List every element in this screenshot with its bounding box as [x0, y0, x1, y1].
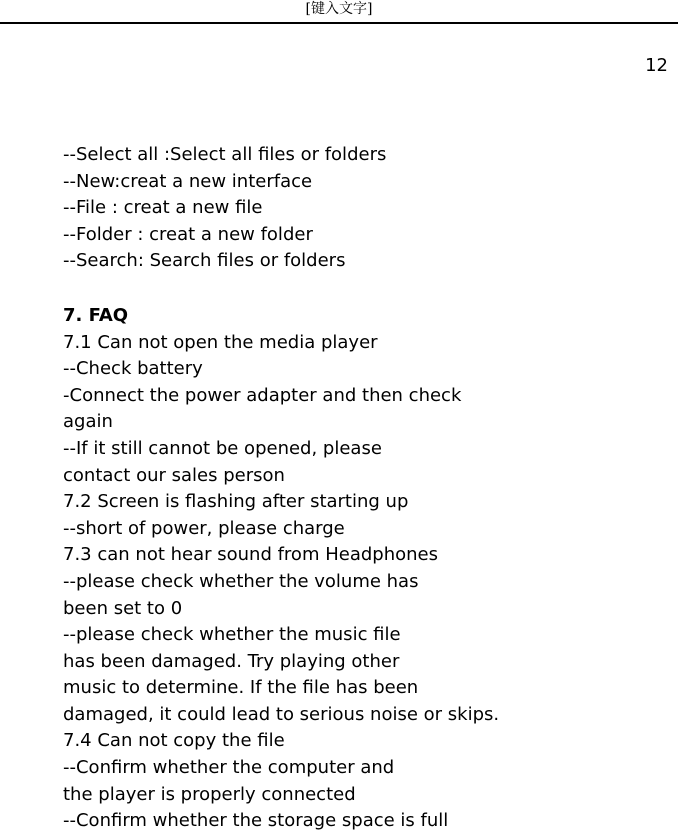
faq-line: --Confirm whether the computer and: [63, 757, 395, 779]
faq-line: --Check battery: [63, 358, 203, 380]
faq-line: been set to 0: [63, 597, 183, 619]
section-gap: [63, 275, 663, 303]
menu-line: --New:creat a new interface: [63, 170, 313, 192]
faq-line: --please check whether the music file: [63, 624, 401, 646]
faq-line: --please check whether the volume has: [63, 570, 419, 592]
faq-line: 7.4 Can not copy the file: [63, 730, 285, 752]
faq-heading: 7. FAQ: [63, 304, 129, 326]
faq-line: 7.1 Can not open the media player: [63, 331, 378, 353]
faq-line: has been damaged. Try playing other: [63, 650, 400, 672]
faq-line: again: [63, 411, 113, 433]
header-placeholder-text: [键入文字]: [305, 1, 373, 17]
faq-line: --If it still cannot be opened, please: [63, 437, 382, 459]
page-header: [0, 0, 678, 24]
menu-line: --Search: Search files or folders: [63, 250, 346, 272]
faq-line: contact our sales person: [63, 464, 285, 486]
menu-line: --Select all :Select all files or folders: [63, 144, 387, 165]
menu-line: --File : creat a new file: [63, 197, 263, 219]
faq-line: --Confirm whether the storage space is full: [63, 810, 449, 832]
faq-line: -Connect the power adapter and then check: [63, 384, 462, 406]
faq-line: 7.3 can not hear sound from Headphones: [63, 544, 438, 566]
faq-line: 7.2 Screen is flashing after starting up: [63, 491, 409, 513]
page-number: 12: [645, 55, 668, 76]
menu-line: --Folder : creat a new folder: [63, 223, 313, 245]
document-body: [63, 142, 663, 835]
faq-line: --short of power, please charge: [63, 517, 345, 539]
faq-line: the player is properly connected: [63, 783, 356, 805]
faq-line: damaged, it could lead to serious noise or skips.: [63, 703, 500, 725]
faq-line: music to determine. If the file has been: [63, 677, 419, 699]
